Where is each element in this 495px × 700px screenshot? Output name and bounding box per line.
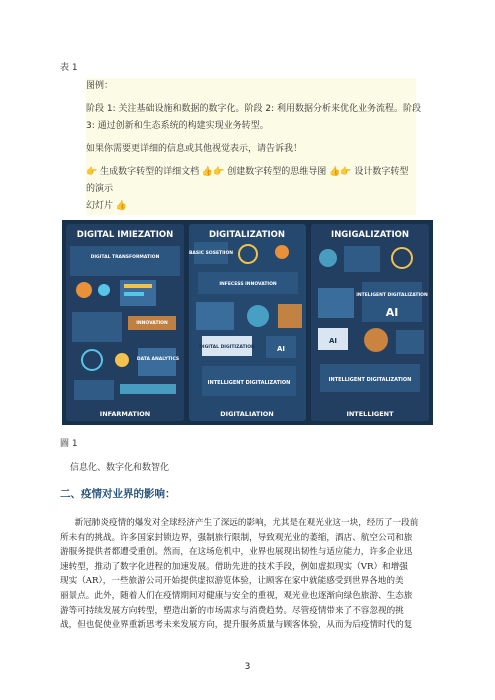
panel-2-ai: AI xyxy=(276,345,286,353)
action-links-line-2[interactable]: 幻灯片 👍 xyxy=(86,201,128,211)
body-line: 速转型，推动了数字化进程的加速发展。借助先进的技术手段，例如虚拟现实（VR）和增强 xyxy=(60,561,408,572)
callout-box xyxy=(86,78,421,215)
action-links-line-1[interactable]: 👉 生成数字转型的详细文档 👍👉 创建数字转型的思维导图 👍👉 设计数字转型的演示 xyxy=(86,167,409,194)
panel-3-footer: INTELLIGENT xyxy=(346,410,394,418)
body-line: 游服务提供者都遭受重创。然而，在这场危机中，业界也展现出韧性与适应能力，许多企业迅 xyxy=(60,547,413,558)
panel-3-ai: AI xyxy=(385,306,399,319)
legend-title: 图例： xyxy=(86,81,114,91)
body-line: 战，但也促使业界重新思考未来发展方向，提升服务质量与顾客体验，从而为后疫情时代的复 xyxy=(60,620,413,631)
panel-digitalization xyxy=(189,224,306,421)
body-line: 现实（AR），一些旅游公司开始提供虚拟游览体验，让顾客在家中就能感受到世界各地的美 xyxy=(60,576,404,587)
panel-3-ai-2: AI xyxy=(328,337,338,345)
panel-intelligentization xyxy=(311,224,429,421)
figure-description: 信息化、数字化和数智化 xyxy=(70,463,170,473)
panel-1-mid: INNOVATION xyxy=(136,321,168,326)
body-line: 新冠肺炎疫情的爆发对全球经济产生了深远的影响，尤其是在观光业这一块，经历了一段前 xyxy=(74,518,419,528)
panel-informatization xyxy=(66,224,184,421)
body-line: 丽景点。此外，随着人们在疫情期间对健康与安全的重视，观光业也逐渐向绿色旅游、生态旅 xyxy=(60,590,413,601)
body-paragraph xyxy=(60,516,438,633)
page-number: 3 xyxy=(244,662,251,672)
panel-2-footer: DIGITALIATION xyxy=(220,410,274,418)
body-line: 游等可持续发展方向转型，塑造出新的市场需求与消费趋势。尽管疫情带来了不容忽视的挑 xyxy=(60,605,404,616)
panel-3-mid3: INTELLIGENT DIGITALIZATION xyxy=(328,377,412,383)
phase-line-1: 阶段 1: 关注基础设施和数据的数字化。阶段 2: 利用数据分析来优化业务流程。阶段 xyxy=(86,104,421,114)
figure-caption: 圖 1 xyxy=(60,439,78,449)
panel-2-header: DIGITALIZATION xyxy=(208,230,286,240)
table-label: 表 1 xyxy=(60,63,78,73)
panel-3-header: INGIGALIZATION xyxy=(331,230,409,240)
panel-2-mid: INFECESS INNOVATION xyxy=(219,282,277,287)
panel-1-mid2: DATA ANALYTICS xyxy=(136,357,180,362)
digital-transformation-figure xyxy=(62,220,433,425)
panel-1-footer: INFARMATION xyxy=(99,410,151,418)
panel-2-mid2: DIGITAL DIGITIZATION xyxy=(199,345,255,350)
panel-3-sub: INTELIGENT DIGITALIZATION xyxy=(356,293,428,298)
panel-1-header: DIGITAL IMIEZATION xyxy=(76,230,174,240)
body-line: 所未有的挑战。许多国家封锁边界，强制旅行限制，导致观光业的萎缩，酒店、航空公司和旅 xyxy=(60,532,413,543)
panel-2-mid3: INTELLIGENT DIGITALIZATION xyxy=(207,380,291,386)
phase-line-2: 3: 通过创新和生态系统的构建实现业务转型。 xyxy=(86,121,269,131)
section-heading: 二、疫情对业界的影响： xyxy=(60,488,176,500)
panel-2-sub: BASIC SOSETIION xyxy=(188,251,234,256)
panel-1-sub: DIGITAL TRANSFORMATION xyxy=(90,255,160,260)
figure-illustration xyxy=(62,220,433,425)
help-prompt: 如果你需要更详细的信息或其他视觉表示，请告诉我！ xyxy=(86,144,303,154)
